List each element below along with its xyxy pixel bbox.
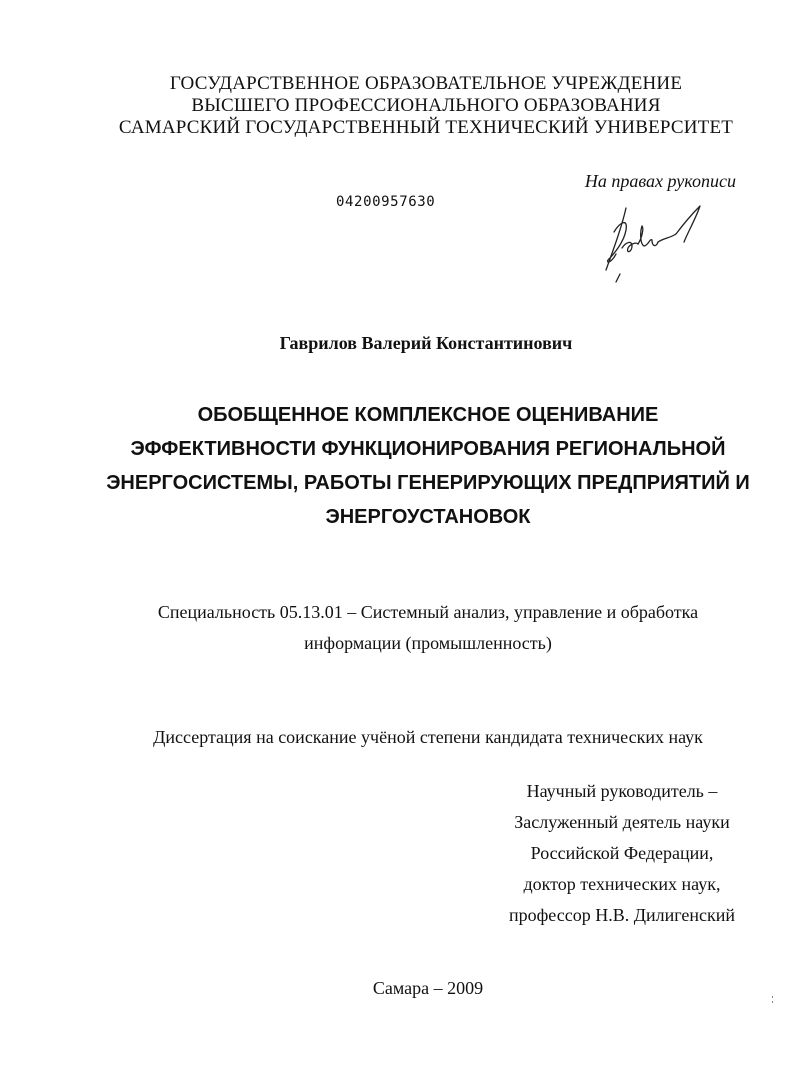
scan-speck-mark [772,996,774,1003]
signature-stroke-4 [638,226,658,246]
document-number: 04200957630 [336,194,436,210]
advisor-line-4: доктор технических наук, [523,874,721,894]
thesis-title-line-3: ЭНЕРГОСИСТЕМЫ, РАБОТЫ ГЕНЕРИРУЮЩИХ ПРЕДПРИЯТИЙ И [106,472,750,494]
thesis-title-line-2: ЭФФЕКТИВНОСТИ ФУНКЦИОНИРОВАНИЯ РЕГИОНАЛЬНОЙ [130,438,726,460]
specialty-line-1: Специальность 05.13.01 – Системный анализ, управление и обработка [157,602,699,622]
signature-stroke-5 [658,206,700,242]
thesis-title-line-4: ЭНЕРГОУСТАНОВОК [325,506,531,528]
thesis-title-line-1: ОБОБЩЕННОЕ КОМПЛЕКСНОЕ ОЦЕНИВАНИЕ [197,404,659,426]
institution-line-1: ГОСУДАРСТВЕННОЕ ОБРАЗОВАТЕЛЬНОЕ УЧРЕЖДЕНИЕ [169,73,683,94]
author-name: Гаврилов Валерий Константинович [279,333,573,353]
signature-stroke-6 [616,274,620,282]
advisor-line-2: Заслуженный деятель науки [514,812,730,832]
signature-icon [592,198,712,284]
manuscript-note: На правах рукописи [584,171,736,191]
dissertation-degree: Диссертация на соискание учёной степени кандидата технических наук [153,727,703,747]
city-year: Самара – 2009 [372,978,484,998]
advisor-line-5: профессор Н.В. Дилигенский [508,905,735,925]
signature-stroke-3 [622,242,638,251]
institution-line-2: ВЫСШЕГО ПРОФЕССИОНАЛЬНОГО ОБРАЗОВАНИЯ [191,95,661,116]
institution-line-3: САМАРСКИЙ ГОСУДАРСТВЕННЫЙ ТЕХНИЧЕСКИЙ УНИВЕРСИТЕТ [118,117,734,138]
specialty-line-2: информации (промышленность) [304,633,552,653]
advisor-line-1: Научный руководитель – [526,781,718,801]
advisor-line-3: Российской Федерации, [530,843,714,863]
